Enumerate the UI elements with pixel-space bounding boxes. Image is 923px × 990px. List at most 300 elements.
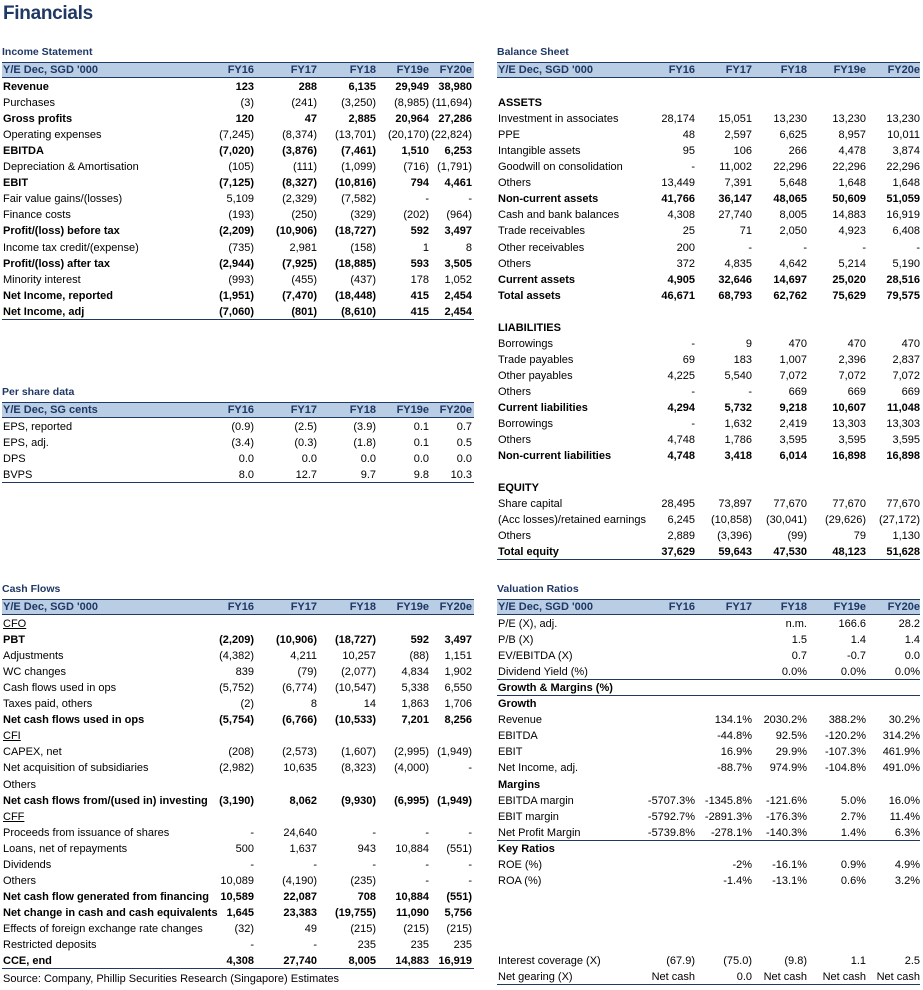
- row-value: 13,303: [832, 418, 866, 431]
- table-row: [2, 467, 474, 483]
- table-row: [497, 696, 920, 712]
- header-year: FY19e: [396, 64, 429, 76]
- row-value: [745, 696, 807, 712]
- row-value: [858, 841, 920, 857]
- row-value: [858, 480, 920, 496]
- row-value: 20,964: [395, 113, 429, 126]
- row-value: 235: [357, 939, 376, 951]
- row-value: 27,286: [438, 113, 472, 126]
- row-label: CCE, end: [3, 955, 52, 968]
- row-value: 3.2%: [894, 874, 920, 887]
- row-value: 106: [733, 145, 752, 158]
- row-label: PPE: [498, 129, 521, 142]
- row-value: 5,214: [838, 257, 866, 270]
- row-label: Borrowings: [498, 337, 554, 350]
- row-value: 166.6: [838, 618, 866, 630]
- row-label: P/E (X), adj.: [498, 618, 558, 630]
- row-value: (2): [240, 698, 254, 711]
- row-value: (2,573): [282, 746, 317, 759]
- page-title: Financials: [3, 3, 93, 24]
- row-value: 79: [853, 530, 866, 543]
- row-value: -: [691, 385, 695, 398]
- row-value: 5,648: [779, 177, 807, 190]
- row-value: 28,516: [886, 273, 920, 286]
- row-label: Revenue: [3, 81, 49, 93]
- header-year: FY19e: [396, 404, 429, 416]
- row-value: (1,607): [341, 746, 376, 759]
- table-row: [2, 127, 474, 143]
- row-label: EBITDA margin: [498, 794, 574, 807]
- row-label: Growth: [498, 698, 537, 711]
- row-value: [690, 464, 752, 480]
- row-label: Net change in cash and cash equivalents: [3, 906, 218, 919]
- row-value: 41,766: [661, 193, 695, 206]
- row-value: [858, 304, 920, 320]
- table-row: [2, 159, 474, 175]
- row-value: [690, 632, 752, 648]
- table-row: [497, 159, 920, 175]
- row-label: Net cash flow generated from financing: [3, 890, 209, 903]
- table-row: [497, 368, 920, 384]
- row-value: 9,218: [779, 402, 807, 414]
- row-value: 1,632: [724, 418, 752, 431]
- header-year: FY17: [290, 601, 317, 613]
- row-value: -107.3%: [825, 746, 866, 759]
- row-value: [804, 680, 866, 696]
- row-value: [633, 889, 695, 905]
- row-value: (437): [350, 273, 376, 286]
- row-label: Others: [498, 434, 532, 447]
- row-value: (105): [228, 161, 254, 174]
- row-label: Net gearing (X): [498, 971, 573, 984]
- row-label: Cash flows used in ops: [3, 682, 117, 695]
- row-value: 470: [788, 337, 807, 350]
- row-value: 1.4: [850, 634, 866, 647]
- row-label: Loans, net of repayments: [3, 842, 128, 855]
- row-value: [633, 712, 695, 728]
- row-value: -: [250, 826, 254, 839]
- row-value: [804, 937, 866, 953]
- row-value: 8,256: [444, 714, 472, 727]
- row-value: 5,190: [892, 257, 920, 270]
- table-row: [497, 857, 920, 873]
- row-value: [858, 464, 920, 480]
- table-row: [497, 223, 920, 239]
- row-value: 50,609: [832, 193, 866, 206]
- row-value: -: [425, 858, 429, 871]
- row-value: [745, 889, 807, 905]
- row-value: [804, 480, 866, 496]
- row-value: (551): [446, 890, 472, 903]
- row-value: 10,589: [220, 890, 254, 903]
- row-label: EBITDA: [3, 145, 44, 158]
- row-value: [410, 616, 472, 632]
- row-value: 46,671: [661, 289, 695, 302]
- row-label: Cash and bank balances: [498, 209, 620, 222]
- table-row: [497, 969, 920, 985]
- row-value: Net cash: [876, 971, 920, 984]
- row-value: (7,925): [282, 257, 317, 270]
- table-row: [497, 512, 920, 528]
- table-row: [497, 809, 920, 825]
- row-value: -88.7%: [717, 762, 752, 775]
- row-value: 2,419: [779, 418, 807, 431]
- section-title: Per share data: [2, 386, 75, 398]
- row-label: Others: [498, 257, 532, 270]
- table-row: [2, 664, 474, 680]
- row-value: 1,863: [401, 698, 429, 711]
- row-value: (19,755): [335, 906, 376, 919]
- row-label: Non-current liabilities: [498, 450, 612, 463]
- table-row: [2, 419, 474, 435]
- row-value: -: [250, 939, 254, 951]
- row-label: EBIT: [498, 746, 523, 759]
- row-value: [745, 304, 807, 320]
- row-value: (215): [350, 922, 376, 935]
- row-value: 28.2: [898, 618, 920, 630]
- row-value: 10,884: [395, 890, 429, 903]
- header-year: FY16: [227, 64, 254, 76]
- table-row: [2, 728, 474, 744]
- row-value: [633, 616, 695, 632]
- row-value: (2,209): [219, 225, 254, 238]
- row-value: 4,748: [667, 434, 695, 447]
- row-value: (7,245): [219, 129, 254, 142]
- row-value: 178: [410, 273, 429, 286]
- table-row: [497, 544, 920, 560]
- row-value: (10,858): [711, 514, 752, 527]
- row-value: 28,174: [661, 113, 695, 126]
- row-value: 134.1%: [714, 714, 752, 727]
- row-value: (11,694): [431, 97, 472, 110]
- row-value: [745, 79, 807, 95]
- row-value: (1,951): [219, 289, 254, 302]
- row-value: -0.7: [847, 650, 866, 663]
- row-value: [804, 921, 866, 937]
- table-row: [2, 905, 474, 921]
- table-header: [497, 599, 920, 615]
- row-value: 8,005: [348, 955, 376, 968]
- row-value: [410, 809, 472, 825]
- table-row: [497, 496, 920, 512]
- header-label: Y/E Dec, SGD '000: [498, 64, 593, 76]
- table-row: [497, 448, 920, 464]
- table-row: [497, 384, 920, 400]
- row-value: [858, 937, 920, 953]
- row-value: 28,495: [661, 498, 695, 511]
- row-value: 6,625: [779, 129, 807, 142]
- row-value: 2,454: [444, 305, 472, 318]
- row-value: [633, 921, 695, 937]
- row-value: 13,303: [886, 418, 920, 431]
- row-value: [633, 857, 695, 873]
- row-value: (3,250): [341, 97, 376, 110]
- row-label: [498, 79, 648, 95]
- row-value: 2,597: [724, 129, 752, 142]
- table-row: [2, 304, 474, 320]
- row-value: -2891.3%: [704, 810, 752, 823]
- table-row: [2, 825, 474, 841]
- row-value: (0.3): [294, 437, 317, 450]
- row-value: [804, 304, 866, 320]
- row-label: Margins: [498, 778, 541, 791]
- table-row: [2, 680, 474, 696]
- table-row: [497, 937, 920, 953]
- row-value: [633, 480, 695, 496]
- row-label: EQUITY: [498, 482, 539, 495]
- row-value: [633, 777, 695, 793]
- row-label: CFO: [3, 618, 27, 630]
- row-value: -: [691, 337, 695, 350]
- row-value: (551): [446, 842, 472, 855]
- row-value: [633, 744, 695, 760]
- row-value: 1,902: [444, 666, 472, 679]
- row-value: 47: [304, 113, 317, 126]
- row-value: 11,002: [719, 161, 752, 174]
- table-row: [497, 825, 920, 841]
- row-value: [633, 632, 695, 648]
- table-row: [2, 79, 474, 95]
- row-value: 7,072: [779, 369, 807, 382]
- row-value: 16,898: [886, 450, 920, 463]
- row-value: (801): [291, 305, 317, 318]
- table-row: [2, 857, 474, 873]
- table-row: [2, 435, 474, 451]
- row-value: 4,308: [667, 209, 695, 222]
- row-value: 0.0: [456, 453, 472, 466]
- row-label: Depreciation & Amortisation: [3, 161, 139, 174]
- row-value: 0.1: [413, 437, 429, 450]
- row-value: (1,099): [341, 161, 376, 174]
- row-value: (6,774): [282, 682, 317, 695]
- row-label: ASSETS: [498, 97, 543, 110]
- row-label: EPS, adj.: [3, 437, 49, 450]
- header-year: FY17: [725, 64, 752, 76]
- row-value: (3): [240, 97, 254, 110]
- row-value: [804, 889, 866, 905]
- row-value: -140.3%: [766, 826, 807, 839]
- row-value: (193): [228, 209, 254, 222]
- row-value: Net cash: [763, 971, 807, 984]
- row-label: PBT: [3, 634, 25, 647]
- row-value: (4,000): [394, 762, 429, 775]
- row-value: 16,898: [832, 450, 866, 463]
- row-value: 974.9%: [769, 762, 807, 775]
- row-value: 2.7%: [840, 810, 866, 823]
- row-value: [804, 79, 866, 95]
- table-row: [2, 696, 474, 712]
- row-value: 1: [422, 241, 429, 254]
- row-value: 470: [901, 337, 920, 350]
- row-value: [633, 648, 695, 664]
- row-value: (6,766): [282, 714, 317, 727]
- row-value: -1.4%: [723, 874, 752, 887]
- row-label: Profit/(loss) before tax: [3, 225, 120, 238]
- row-value: (30,041): [766, 514, 807, 527]
- row-value: 1,130: [892, 530, 920, 543]
- row-value: 2,050: [779, 225, 807, 238]
- row-value: 200: [676, 241, 695, 254]
- row-value: -: [468, 762, 472, 775]
- row-value: (7,020): [219, 145, 254, 158]
- row-value: [690, 648, 752, 664]
- header-year: FY16: [668, 64, 695, 76]
- table-row: [2, 793, 474, 809]
- row-value: 3,874: [892, 145, 920, 158]
- row-value: 0.0%: [894, 666, 920, 679]
- row-value: 11,090: [395, 906, 429, 919]
- row-value: [633, 79, 695, 95]
- row-value: 38,980: [438, 81, 472, 93]
- row-value: (8,323): [341, 762, 376, 775]
- row-value: 1.4%: [840, 826, 866, 839]
- row-value: (241): [291, 97, 317, 110]
- header-year: FY19e: [833, 64, 866, 76]
- row-value: 0.5: [456, 437, 472, 450]
- row-value: (7,060): [219, 305, 254, 318]
- header-year: FY19e: [833, 601, 866, 613]
- table-row: [497, 400, 920, 416]
- table-row: [497, 873, 920, 889]
- row-label: Current liabilities: [498, 402, 588, 414]
- row-value: 839: [235, 666, 254, 679]
- header-label: Y/E Dec, SGD '000: [3, 64, 98, 76]
- row-label: [498, 889, 648, 905]
- row-value: 4,225: [667, 369, 695, 382]
- row-value: (2.5): [294, 421, 317, 433]
- table-row: [2, 207, 474, 223]
- row-value: 4,835: [724, 257, 752, 270]
- table-row: [497, 256, 920, 272]
- row-value: Net cash: [822, 971, 866, 984]
- row-value: 1.5: [791, 634, 807, 647]
- row-value: 71: [739, 225, 752, 238]
- row-value: -5792.7%: [647, 810, 695, 823]
- row-value: -: [468, 193, 472, 206]
- row-value: (716): [403, 161, 429, 174]
- row-value: -2%: [732, 858, 752, 871]
- row-value: 1,007: [779, 353, 807, 366]
- row-value: [858, 680, 920, 696]
- row-label: [498, 937, 648, 953]
- row-value: 6,408: [892, 225, 920, 238]
- table-row: [497, 175, 920, 191]
- section-title: Cash Flows: [2, 583, 61, 595]
- row-value: -: [691, 161, 695, 174]
- row-value: 2,837: [892, 353, 920, 366]
- row-value: [804, 841, 866, 857]
- row-value: [633, 464, 695, 480]
- row-label: Others: [498, 385, 532, 398]
- table-row: [2, 451, 474, 467]
- row-value: -13.1%: [772, 874, 807, 887]
- table-row: [497, 95, 920, 111]
- row-value: [858, 905, 920, 921]
- row-value: [690, 79, 752, 95]
- row-value: 22,296: [773, 161, 807, 174]
- row-label: Profit/(loss) after tax: [3, 257, 110, 270]
- header-label: Y/E Dec, SGD '000: [3, 601, 98, 613]
- row-label: [498, 921, 648, 937]
- row-value: (10,533): [335, 714, 376, 727]
- row-value: 11.4%: [889, 810, 920, 823]
- row-value: 1,706: [444, 698, 472, 711]
- table-row: [497, 841, 920, 857]
- row-value: 10,257: [342, 650, 376, 663]
- row-value: (18,885): [335, 257, 376, 270]
- row-label: Taxes paid, others: [3, 698, 93, 711]
- row-label: EBIT margin: [498, 810, 559, 823]
- row-value: (329): [350, 209, 376, 222]
- row-value: 25,020: [832, 273, 866, 286]
- row-value: (8,610): [341, 305, 376, 318]
- row-value: 6,550: [444, 682, 472, 695]
- row-value: 794: [410, 177, 429, 190]
- row-value: 16.9%: [720, 746, 752, 759]
- row-value: [633, 841, 695, 857]
- row-label: Net acquisition of subsidiaries: [3, 762, 149, 775]
- row-value: 3,497: [444, 634, 472, 647]
- row-value: 14,697: [773, 273, 807, 286]
- row-value: 2,454: [444, 289, 472, 302]
- row-value: (13,701): [335, 129, 376, 142]
- row-value: [804, 777, 866, 793]
- table-row: [2, 648, 474, 664]
- header-year: FY20e: [439, 601, 472, 613]
- row-value: 1,052: [444, 273, 472, 286]
- row-value: [690, 95, 752, 111]
- row-label: Intangible assets: [498, 145, 581, 158]
- row-value: 95: [682, 145, 695, 158]
- row-value: (32): [234, 922, 254, 935]
- row-label: Total assets: [498, 289, 561, 302]
- row-value: 11,048: [886, 402, 920, 414]
- row-label: EV/EBITDA (X): [498, 650, 573, 663]
- row-value: (6,995): [394, 794, 429, 807]
- row-value: 51,628: [886, 546, 920, 559]
- row-value: 593: [410, 257, 429, 270]
- header-year: FY19e: [396, 601, 429, 613]
- table-row: [497, 207, 920, 223]
- row-value: 25: [682, 225, 695, 238]
- section-title: Valuation Ratios: [497, 583, 579, 595]
- row-value: (10,547): [335, 682, 376, 695]
- row-value: n.m.: [785, 618, 807, 630]
- row-value: 10,607: [832, 402, 866, 414]
- row-value: 48,123: [832, 546, 866, 559]
- table-row: [2, 288, 474, 304]
- row-value: 2,981: [289, 241, 317, 254]
- table-row: [2, 712, 474, 728]
- row-label: Revenue: [498, 714, 543, 727]
- row-value: (22,824): [431, 129, 472, 142]
- row-value: 708: [357, 890, 376, 903]
- table-row: [497, 416, 920, 432]
- row-value: 4,905: [667, 273, 695, 286]
- row-value: [690, 905, 752, 921]
- row-value: -44.8%: [717, 730, 752, 743]
- row-label: EBIT: [3, 177, 29, 190]
- row-label: Total equity: [498, 546, 559, 559]
- row-value: (2,995): [394, 746, 429, 759]
- row-value: (3.9): [353, 421, 376, 433]
- table-row: [2, 111, 474, 127]
- row-value: (2,209): [219, 634, 254, 647]
- table-header: [2, 62, 474, 78]
- row-label: Adjustments: [3, 650, 64, 663]
- row-value: (1,949): [437, 746, 472, 759]
- row-value: [633, 760, 695, 776]
